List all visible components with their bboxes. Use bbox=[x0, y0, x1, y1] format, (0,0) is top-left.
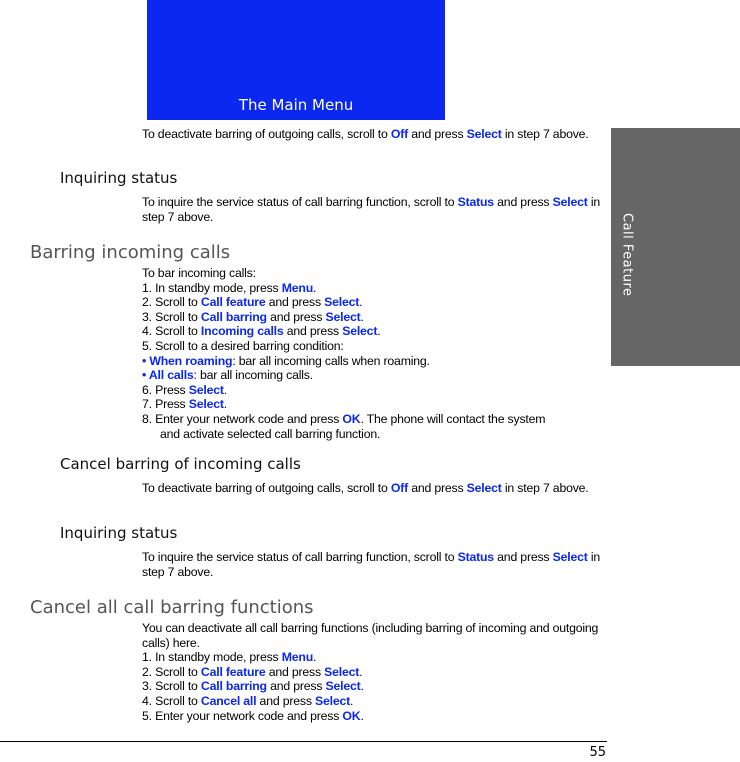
footer-rule bbox=[0, 741, 607, 742]
heading-inquiring-status-2: Inquiring status bbox=[60, 524, 178, 542]
barring-incoming-steps: To bar incoming calls: 1. In standby mode, press Menu. 2. Scroll to Call feature and press Select. 3. Scroll to Call barring and press Select. 4. Scroll to Incoming calls and press Select. 5. Scroll to a desired barring condition: • When roaming: bar all incoming calls when roaming. • All calls: bar all incoming calls. 6. Press Select. 7. Press Select. 8. Enter your network code and press OK. The phone will contact the system and activate selected call barring function. bbox=[142, 266, 546, 441]
heading-cancel-all-barring: Cancel all call barring functions bbox=[30, 597, 314, 618]
phone-screen-image bbox=[147, 0, 445, 120]
screen-title: The Main Menu bbox=[238, 96, 354, 114]
page-number: 55 bbox=[589, 745, 606, 760]
heading-barring-incoming-calls: Barring incoming calls bbox=[30, 242, 231, 263]
cancel-all-steps: You can deactivate all call barring functions (including barring of incoming and outgoing calls) here. 1. In standby mode, press Menu. 2. Scroll to Call feature and press Select. 3. Scroll to Call barring and press Select. 4. Scroll to Cancel all and press Select. 5. Enter your network code and press OK. bbox=[142, 621, 599, 723]
heading-cancel-barring-incoming: Cancel barring of incoming calls bbox=[60, 455, 301, 473]
inquiring-status-text-2: To inquire the service status of call barring function, scroll to Status and press Select in step 7 above. bbox=[142, 550, 601, 579]
deactivate-outgoing-text: To deactivate barring of outgoing calls, scroll to Off and press Select in step 7 above. bbox=[142, 127, 589, 141]
side-tab-label: Call Feature bbox=[619, 213, 635, 297]
cancel-barring-incoming-text: To deactivate barring of outgoing calls, scroll to Off and press Select in step 7 above. bbox=[142, 481, 589, 495]
inquiring-status-text-1: To inquire the service status of call barring function, scroll to Status and press Select in step 7 above. bbox=[142, 195, 601, 224]
heading-inquiring-status-1: Inquiring status bbox=[60, 169, 178, 187]
